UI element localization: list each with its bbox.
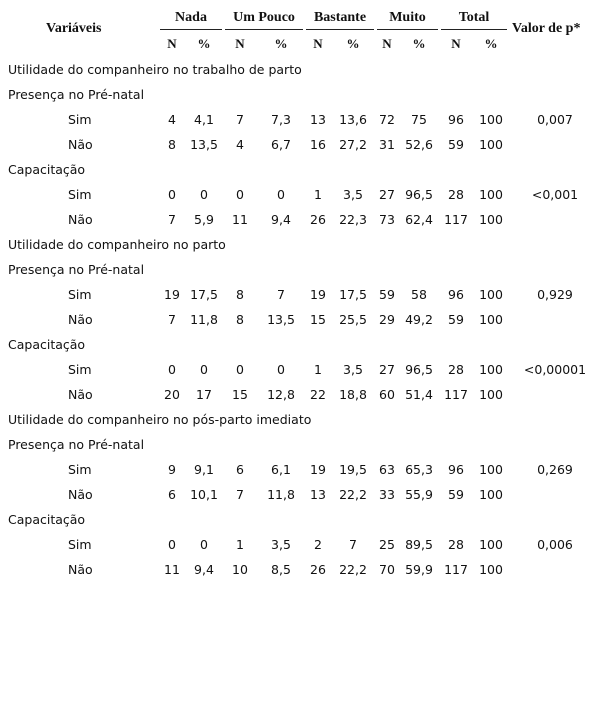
cell-pct: 0 bbox=[200, 537, 208, 552]
cell-n: 4 bbox=[168, 112, 176, 127]
cell-pct: 100 bbox=[479, 187, 503, 202]
cell-pct: 100 bbox=[479, 112, 503, 127]
cell-n: 27 bbox=[379, 362, 395, 377]
cell-pct: 22,3 bbox=[339, 212, 367, 227]
cell-n: 28 bbox=[448, 537, 464, 552]
subsection-row bbox=[0, 257, 600, 282]
cell-n: 33 bbox=[379, 487, 395, 502]
cell-n: 15 bbox=[310, 312, 326, 327]
cell-pct: 17,5 bbox=[190, 287, 218, 302]
sub-header-n: N bbox=[451, 36, 461, 51]
subsection-row bbox=[0, 507, 600, 532]
row-label: Não bbox=[68, 137, 93, 152]
cell-n: 70 bbox=[379, 562, 395, 577]
cell-pct: 4,1 bbox=[194, 112, 214, 127]
cell-n: 6 bbox=[236, 462, 244, 477]
cell-pct: 11,8 bbox=[190, 312, 218, 327]
subsection-title: Presença no Pré-natal bbox=[8, 87, 145, 102]
sub-header-n: N bbox=[382, 36, 392, 51]
cell-pct: 25,5 bbox=[339, 312, 367, 327]
sub-header-pct: % bbox=[484, 36, 498, 51]
cell-pct: 0 bbox=[277, 362, 285, 377]
cell-pct: 65,3 bbox=[405, 462, 433, 477]
subsection-title: Capacitação bbox=[8, 512, 86, 527]
cell-n: 72 bbox=[379, 112, 395, 127]
cell-n: 13 bbox=[310, 112, 326, 127]
cell-n: 2 bbox=[314, 537, 322, 552]
cell-n: 0 bbox=[236, 187, 244, 202]
group-header-total: Total bbox=[441, 8, 507, 28]
cell-pct: 58 bbox=[411, 287, 427, 302]
row-label: Sim bbox=[68, 362, 92, 377]
sub-header-pct: % bbox=[346, 36, 360, 51]
cell-pct: 6,1 bbox=[271, 462, 291, 477]
group-header-muito: Muito bbox=[377, 8, 438, 28]
p-value: <0,00001 bbox=[523, 362, 587, 377]
cell-pct: 7 bbox=[349, 537, 357, 552]
subsection-title: Presença no Pré-natal bbox=[8, 262, 145, 277]
cell-pct: 51,4 bbox=[405, 387, 433, 402]
cell-pct: 100 bbox=[479, 287, 503, 302]
cell-pct: 10,1 bbox=[190, 487, 218, 502]
subsection-row bbox=[0, 82, 600, 107]
sub-header-pct: % bbox=[412, 36, 426, 51]
section-row bbox=[0, 407, 600, 432]
cell-n: 0 bbox=[168, 537, 176, 552]
cell-n: 11 bbox=[232, 212, 248, 227]
cell-pct: 55,9 bbox=[405, 487, 433, 502]
cell-pct: 17,5 bbox=[339, 287, 367, 302]
cell-n: 8 bbox=[236, 312, 244, 327]
cell-pct: 3,5 bbox=[343, 187, 363, 202]
cell-pct: 100 bbox=[479, 137, 503, 152]
subsection-title: Capacitação bbox=[8, 337, 86, 352]
sub-header-n: N bbox=[313, 36, 323, 51]
section-title: Utilidade do companheiro no pós-parto imediato bbox=[8, 412, 312, 427]
cell-n: 8 bbox=[168, 137, 176, 152]
cell-n: 26 bbox=[310, 562, 326, 577]
p-value: 0,006 bbox=[537, 537, 573, 552]
p-value: 0,007 bbox=[537, 112, 573, 127]
cell-n: 59 bbox=[448, 312, 464, 327]
cell-pct: 96,5 bbox=[405, 362, 433, 377]
cell-pct: 100 bbox=[479, 212, 503, 227]
cell-n: 25 bbox=[379, 537, 395, 552]
row-label: Não bbox=[68, 487, 93, 502]
row-label: Sim bbox=[68, 537, 92, 552]
cell-pct: 22,2 bbox=[339, 562, 367, 577]
row-label: Não bbox=[68, 562, 93, 577]
cell-n: 19 bbox=[310, 462, 326, 477]
table-row bbox=[0, 482, 600, 507]
cell-n: 7 bbox=[236, 487, 244, 502]
cell-pct: 5,9 bbox=[194, 212, 214, 227]
cell-n: 59 bbox=[448, 137, 464, 152]
cell-n: 59 bbox=[379, 287, 395, 302]
cell-pct: 9,4 bbox=[271, 212, 291, 227]
cell-pct: 13,6 bbox=[339, 112, 367, 127]
cell-n: 13 bbox=[310, 487, 326, 502]
p-value: 0,269 bbox=[537, 462, 573, 477]
variables-header: Variáveis bbox=[46, 21, 102, 36]
cell-n: 8 bbox=[236, 287, 244, 302]
cell-n: 15 bbox=[232, 387, 248, 402]
pvalue-header: Valor de p* bbox=[512, 21, 581, 36]
cell-pct: 96,5 bbox=[405, 187, 433, 202]
table-row bbox=[0, 182, 600, 207]
cell-n: 60 bbox=[379, 387, 395, 402]
cell-pct: 18,8 bbox=[339, 387, 367, 402]
section-title: Utilidade do companheiro no parto bbox=[8, 237, 226, 252]
subsection-title: Presença no Pré-natal bbox=[8, 437, 145, 452]
row-label: Não bbox=[68, 212, 93, 227]
cell-n: 96 bbox=[448, 287, 464, 302]
cell-n: 117 bbox=[444, 387, 468, 402]
cell-pct: 59,9 bbox=[405, 562, 433, 577]
cell-pct: 6,7 bbox=[271, 137, 291, 152]
sub-header-pct: % bbox=[197, 36, 211, 51]
row-label: Sim bbox=[68, 287, 92, 302]
row-label: Não bbox=[68, 312, 93, 327]
cell-pct: 13,5 bbox=[190, 137, 218, 152]
cell-n: 0 bbox=[236, 362, 244, 377]
section-row bbox=[0, 57, 600, 82]
table-row bbox=[0, 307, 600, 332]
cell-pct: 100 bbox=[479, 537, 503, 552]
table-row bbox=[0, 382, 600, 407]
cell-n: 28 bbox=[448, 187, 464, 202]
cell-pct: 12,8 bbox=[267, 387, 295, 402]
cell-n: 28 bbox=[448, 362, 464, 377]
cell-pct: 7 bbox=[277, 287, 285, 302]
cell-pct: 75 bbox=[411, 112, 427, 127]
subsection-row bbox=[0, 332, 600, 357]
group-header-bastante: Bastante bbox=[306, 8, 374, 28]
section-title: Utilidade do companheiro no trabalho de parto bbox=[8, 62, 302, 77]
group-header-nada: Nada bbox=[160, 8, 222, 28]
table-row bbox=[0, 457, 600, 482]
cell-n: 20 bbox=[164, 387, 180, 402]
cell-n: 0 bbox=[168, 362, 176, 377]
cell-pct: 100 bbox=[479, 387, 503, 402]
cell-pct: 9,1 bbox=[194, 462, 214, 477]
cell-n: 10 bbox=[232, 562, 248, 577]
cell-pct: 100 bbox=[479, 562, 503, 577]
section-row bbox=[0, 232, 600, 257]
row-label: Sim bbox=[68, 187, 92, 202]
table-row bbox=[0, 132, 600, 157]
subsection-title: Capacitação bbox=[8, 162, 86, 177]
cell-pct: 19,5 bbox=[339, 462, 367, 477]
cell-pct: 100 bbox=[479, 487, 503, 502]
cell-n: 16 bbox=[310, 137, 326, 152]
cell-n: 1 bbox=[314, 362, 322, 377]
cell-n: 7 bbox=[168, 312, 176, 327]
cell-pct: 49,2 bbox=[405, 312, 433, 327]
sub-header-pct: % bbox=[274, 36, 288, 51]
cell-pct: 62,4 bbox=[405, 212, 433, 227]
cell-n: 6 bbox=[168, 487, 176, 502]
row-label: Não bbox=[68, 387, 93, 402]
cell-n: 7 bbox=[168, 212, 176, 227]
cell-pct: 8,5 bbox=[271, 562, 291, 577]
cell-n: 11 bbox=[164, 562, 180, 577]
cell-n: 96 bbox=[448, 112, 464, 127]
cell-pct: 13,5 bbox=[267, 312, 295, 327]
table-row bbox=[0, 557, 600, 582]
cell-n: 29 bbox=[379, 312, 395, 327]
cell-n: 9 bbox=[168, 462, 176, 477]
p-value: 0,929 bbox=[537, 287, 573, 302]
cell-n: 1 bbox=[236, 537, 244, 552]
table-row bbox=[0, 532, 600, 557]
cell-pct: 7,3 bbox=[271, 112, 291, 127]
cell-n: 0 bbox=[168, 187, 176, 202]
subsection-row bbox=[0, 432, 600, 457]
row-label: Sim bbox=[68, 462, 92, 477]
cell-pct: 100 bbox=[479, 362, 503, 377]
sub-header-n: N bbox=[167, 36, 177, 51]
cell-pct: 100 bbox=[479, 312, 503, 327]
sub-header-n: N bbox=[235, 36, 245, 51]
cell-n: 59 bbox=[448, 487, 464, 502]
cell-n: 96 bbox=[448, 462, 464, 477]
table-row bbox=[0, 107, 600, 132]
cell-pct: 0 bbox=[277, 187, 285, 202]
cell-n: 31 bbox=[379, 137, 395, 152]
cell-n: 19 bbox=[310, 287, 326, 302]
cell-n: 63 bbox=[379, 462, 395, 477]
cell-n: 26 bbox=[310, 212, 326, 227]
cell-n: 73 bbox=[379, 212, 395, 227]
row-label: Sim bbox=[68, 112, 92, 127]
cell-pct: 22,2 bbox=[339, 487, 367, 502]
cell-pct: 0 bbox=[200, 362, 208, 377]
cell-pct: 9,4 bbox=[194, 562, 214, 577]
subsection-row bbox=[0, 157, 600, 182]
cell-pct: 100 bbox=[479, 462, 503, 477]
cell-pct: 27,2 bbox=[339, 137, 367, 152]
group-header-um-pouco: Um Pouco bbox=[225, 8, 303, 28]
cell-n: 22 bbox=[310, 387, 326, 402]
p-value: <0,001 bbox=[531, 187, 579, 202]
cell-n: 1 bbox=[314, 187, 322, 202]
cell-pct: 3,5 bbox=[343, 362, 363, 377]
cell-pct: 52,6 bbox=[405, 137, 433, 152]
cell-pct: 89,5 bbox=[405, 537, 433, 552]
cell-n: 7 bbox=[236, 112, 244, 127]
cell-n: 117 bbox=[444, 212, 468, 227]
cell-n: 19 bbox=[164, 287, 180, 302]
cell-n: 27 bbox=[379, 187, 395, 202]
cell-pct: 11,8 bbox=[267, 487, 295, 502]
cell-pct: 17 bbox=[196, 387, 212, 402]
table-row bbox=[0, 282, 600, 307]
cell-n: 117 bbox=[444, 562, 468, 577]
cell-pct: 3,5 bbox=[271, 537, 291, 552]
table-row bbox=[0, 357, 600, 382]
cell-n: 4 bbox=[236, 137, 244, 152]
cell-pct: 0 bbox=[200, 187, 208, 202]
table-row bbox=[0, 207, 600, 232]
